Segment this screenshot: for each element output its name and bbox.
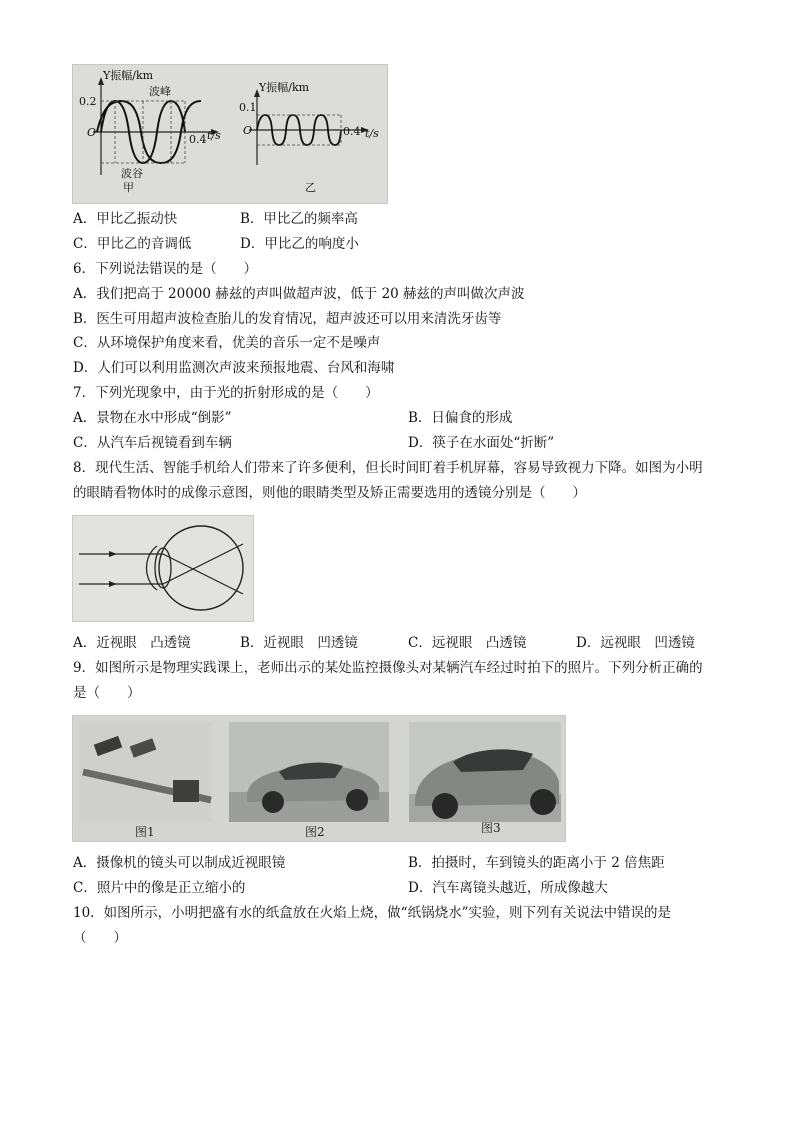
- yi-y-tick: 0.1: [239, 101, 257, 114]
- q9-option-c: C．照片中的像是正立缩小的: [73, 880, 246, 896]
- q9-stem-line2: 是（ ）: [73, 685, 141, 701]
- q10-stem-line1: 10．如图所示，小明把盛有水的纸盒放在火焰上烧，做“纸锅烧水”实验，则下列有关说法中错误的是: [73, 905, 671, 921]
- jia-x-axis: t/s: [207, 129, 221, 142]
- q7-option-b: B．日偏食的形成: [408, 410, 513, 426]
- q8-option-d: D．远视眼 凹透镜: [576, 635, 695, 651]
- yi-y-axis: Y振幅/km: [259, 81, 310, 94]
- yi-x-axis: t/s: [365, 127, 379, 140]
- jia-caption: 甲: [123, 181, 134, 194]
- fig1-label: 图1: [135, 825, 155, 839]
- q6-option-d: D．人们可以利用监测次声波来预报地震、台风和海啸: [73, 360, 395, 376]
- q5-option-a: A．甲比乙振动快: [73, 211, 178, 227]
- camera-photos: [72, 715, 566, 842]
- q6-option-a: A．我们把高于 20000 赫兹的声叫做超声波，低于 20 赫兹的声叫做次声波: [73, 286, 525, 302]
- q10-stem-line2: （ ）: [73, 930, 127, 946]
- q6-option-b: B．医生可用超声波检查胎儿的发育情况，超声波还可以用来清洗牙齿等: [73, 311, 502, 327]
- jia-origin: O: [87, 126, 97, 139]
- yi-caption: 乙: [305, 181, 316, 194]
- q5-option-c: C．甲比乙的音调低: [73, 236, 192, 252]
- q8-option-c: C．远视眼 凸透镜: [408, 635, 527, 651]
- q9-option-d: D．汽车离镜头越近，所成像越大: [408, 880, 608, 896]
- yi-x-tick: 0.4: [343, 125, 361, 138]
- q8-option-b: B．近视眼 凹透镜: [240, 635, 358, 651]
- jia-y-tick: 0.2: [79, 95, 97, 108]
- q7-option-a: A．景物在水中形成“倒影”: [73, 410, 232, 426]
- q6-stem: 6．下列说法错误的是（ ）: [73, 261, 258, 277]
- jia-peak-label: 波峰: [149, 85, 171, 98]
- jia-y-axis: Y振幅/km: [103, 69, 154, 82]
- q9-stem-line1: 9．如图所示是物理实践课上，老师出示的某处监控摄像头对某辆汽车经过时拍下的照片。下列分析正确的: [73, 660, 703, 676]
- yi-origin: O: [243, 124, 253, 137]
- q7-option-c: C．从汽车后视镜看到车辆: [73, 435, 232, 451]
- q6-option-c: C．从环境保护角度来看，优美的音乐一定不是噪声: [73, 335, 381, 351]
- jia-x-tick: 0.4: [189, 133, 207, 146]
- q9-option-a: A．摄像机的镜头可以制成近视眼镜: [73, 855, 286, 871]
- q8-option-a: A．近视眼 凸透镜: [73, 635, 191, 651]
- q9-option-b: B．拍摄时，车到镜头的距离小于 2 倍焦距: [408, 855, 665, 871]
- q8-stem-line1: 8．现代生活、智能手机给人们带来了许多便利，但长时间盯着手机屏幕，容易导致视力下降。如图为小明: [73, 460, 703, 476]
- q7-option-d: D．筷子在水面处“折断”: [408, 435, 555, 451]
- q8-stem-line2: 的眼睛看物体时的成像示意图，则他的眼睛类型及矫正需要选用的透镜分别是（ ）: [73, 485, 586, 501]
- fig3-label: 图3: [481, 821, 501, 835]
- q7-stem: 7．下列光现象中，由于光的折射形成的是（ ）: [73, 385, 379, 401]
- wave-figure: [72, 64, 388, 204]
- q5-option-b: B．甲比乙的频率高: [240, 211, 358, 227]
- jia-trough-label: 波谷: [121, 167, 143, 180]
- q5-option-d: D．甲比乙的响度小: [240, 236, 359, 252]
- eye-diagram: [72, 515, 254, 622]
- fig2-label: 图2: [305, 825, 325, 839]
